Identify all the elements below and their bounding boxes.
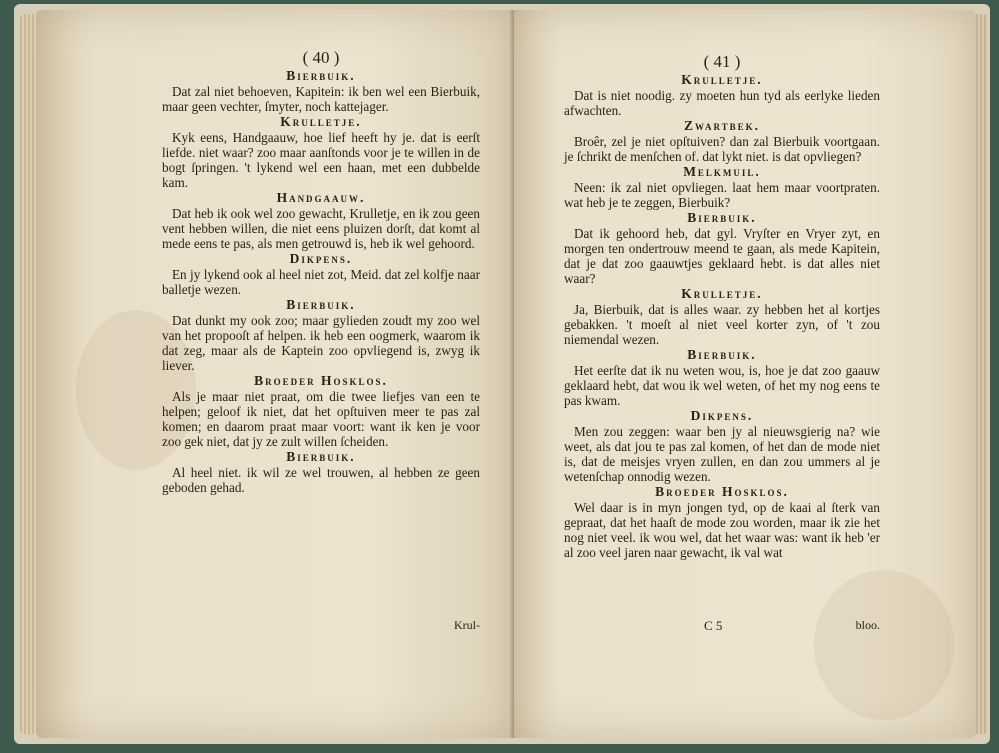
speech-text: Kyk eens, Handgaauw, hoe lief heeft hy je. dat is eerſt liefde. niet waar? zoo maar aanſtonds voor je te willen in de bogt ſpringen. 't lykend wel een haan, met een dubbelde kam. <box>162 130 480 190</box>
speaker-heading: Bierbuik. <box>687 210 757 225</box>
catchword: Krul- <box>454 618 480 632</box>
page-edges-right <box>974 14 988 734</box>
catchword: bloo. <box>855 618 880 632</box>
speech-text: Dat heb ik ook wel zoo gewacht, Krulletje, en ik zou geen vent hebben willen, die niet eens pluizen dorſt, dat komt al mede eens te pas, als men getrouwd is, heb ik wel gehoord. <box>162 206 480 251</box>
speaker-heading: Bierbuik. <box>687 347 757 362</box>
speech-text: Het eerſte dat ik nu weten wou, is, hoe je dat zoo gaauw geklaard hebt, dat wou ik wel weten, of het my nog eens te pas kwam. <box>564 363 880 408</box>
speaker-heading: Krulletje. <box>681 72 763 87</box>
left-page-footer <box>162 618 480 633</box>
speech-text: Men zou zeggen: waar ben jy al nieuwsgierig na? wie weet, als dat jou te pas zal komen, of het dan de mode niet is, dat de meisjes vryen zullen, en dan zou ummers al je wetenſchap onnodig wezen. <box>564 424 880 484</box>
speaker-heading: Dikpens. <box>289 251 353 266</box>
right-page-footer <box>564 618 880 634</box>
left-page <box>36 10 514 738</box>
right-page <box>514 10 976 738</box>
right-page-text <box>564 52 880 560</box>
speech-text: Al heel niet. ik wil ze wel trouwen, al hebben ze geen geboden gehad. <box>162 465 480 495</box>
speaker-heading: Krulletje. <box>280 114 362 129</box>
signature-mark: C 5 <box>704 618 723 633</box>
speaker-heading: Handgaauw. <box>276 190 366 205</box>
speaker-heading: Dikpens. <box>690 408 754 423</box>
speech-text: Ja, Bierbuik, dat is alles waar. zy hebben het al kortjes gebakken. 't moeſt al niet veel korter zyn, of 't zou niemendal wezen. <box>564 302 880 347</box>
speaker-heading: Bierbuik. <box>286 297 356 312</box>
speaker-heading: Bierbuik. <box>286 449 356 464</box>
speaker-heading: Broeder Hosklos. <box>254 373 388 388</box>
speech-text: En jy lykend ook al heel niet zot, Meid. dat zel kolfje naar balletje wezen. <box>162 267 480 297</box>
page-number: ( 41 ) <box>703 52 741 71</box>
speech-text: Als je maar niet praat, om die twee liefjes van een te helpen; geloof ik niet, dat het opſtuiven meer te pas zal komen; en daarom praat maar voort: want ik ken je voor zoo gek niet, dat jy ze zult willen ſcheiden. <box>162 389 480 449</box>
speech-text: Dat is niet noodig. zy moeten hun tyd als eerlyke lieden afwachten. <box>564 88 880 118</box>
speech-text: Broêr, zel je niet opſtuiven? dan zal Bierbuik voortgaan. je ſchrikt de menſchen of. dat lykt niet. is dat opvliegen? <box>564 134 880 164</box>
speech-text: Wel daar is in myn jongen tyd, op de kaai al ſterk van gepraat, dat het haaſt de mode zou worden, maar ik zie het nog niet veel. ik wou wel, dat het waar was: want ik heb 'er al zoo veel jaren naar gewacht, ik val wat <box>564 500 880 560</box>
speech-text: Dat zal niet behoeven, Kapitein: ik ben wel een Bierbuik, maar geen vechter, ſmyter, noch kattejager. <box>162 84 480 114</box>
speech-text: Neen: ik zal niet opvliegen. laat hem maar voortpraten. wat heb je te zeggen, Bierbuik? <box>564 180 880 210</box>
speaker-heading: Melkmuil. <box>683 164 761 179</box>
speech-text: Dat dunkt my ook zoo; maar gylieden zoudt my zoo wel van het propooſt af helpen. ik heb een oogmerk, waarom ik dat zeg, maar als de Kaptein zoo opvliegend is, zwyg ik liever. <box>162 313 480 373</box>
speaker-heading: Zwartbek. <box>683 118 761 133</box>
paper-stain <box>814 570 954 720</box>
left-page-text <box>162 48 480 495</box>
speaker-heading: Broeder Hosklos. <box>655 484 789 499</box>
speaker-heading: Bierbuik. <box>286 68 356 83</box>
page-number: ( 40 ) <box>302 48 340 67</box>
open-book <box>14 4 990 744</box>
speech-text: Dat ik gehoord heb, dat gyl. Vryſter en Vryer zyt, en morgen ten ondertrouw meend te gaan, als mede Kapitein, dat je dat zoo gaauwtjes geklaard hebt. is dat alles niet waar? <box>564 226 880 286</box>
speaker-heading: Krulletje. <box>681 286 763 301</box>
